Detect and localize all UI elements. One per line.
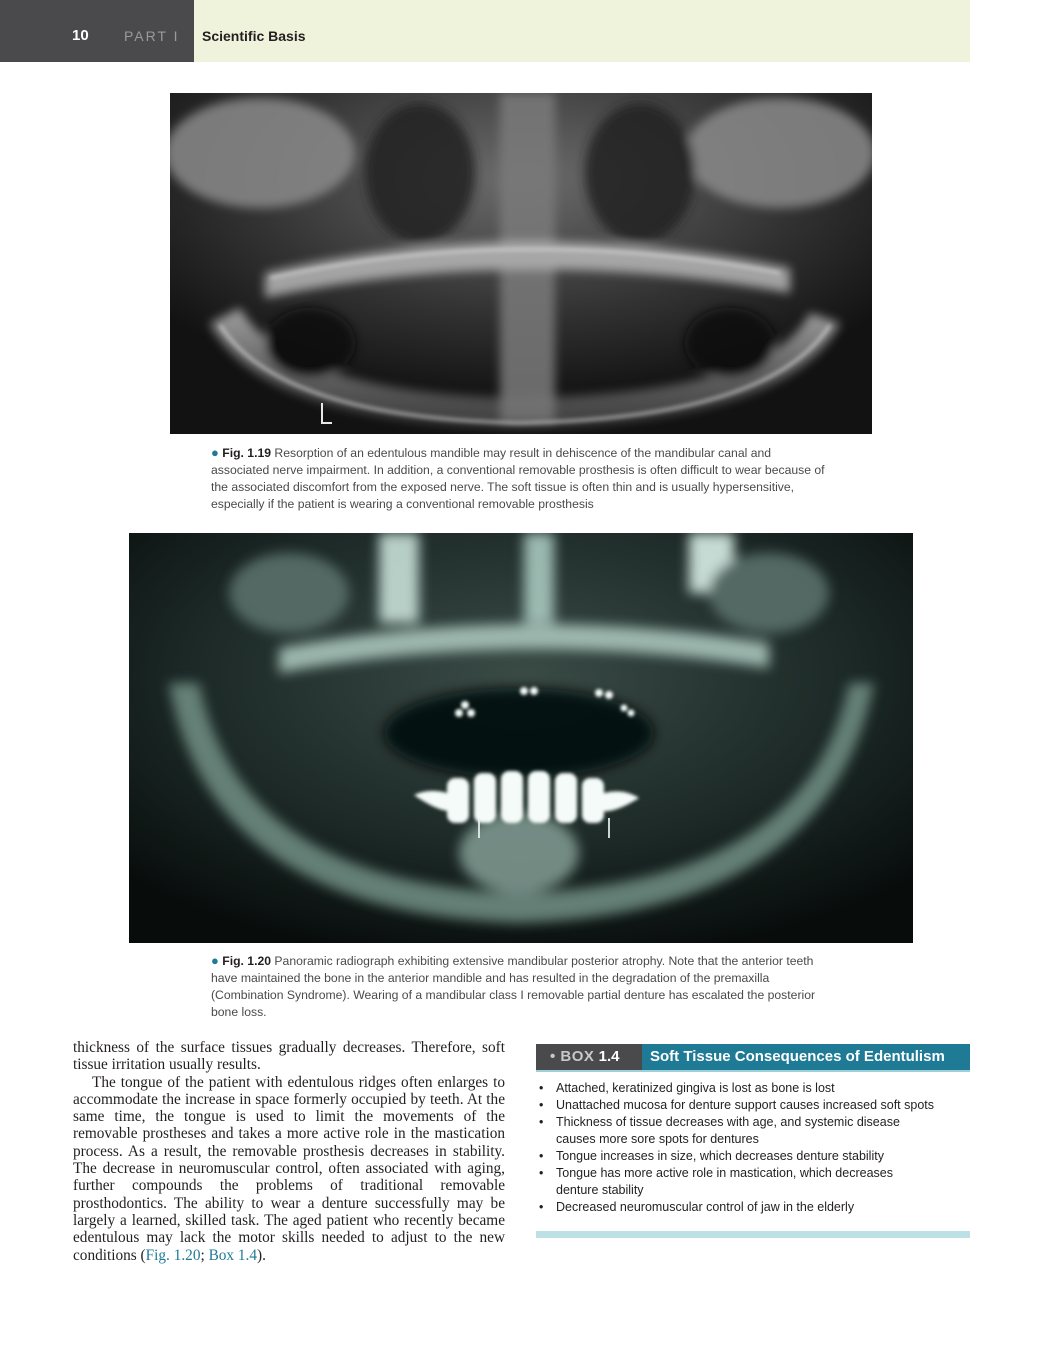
panoramic-radiograph-fig-1-20 xyxy=(129,533,913,943)
figure-number: Fig. 1.20 xyxy=(222,954,272,968)
box-bottom-rule xyxy=(536,1231,970,1238)
box-list-item: • Thickness of tissue decreases with age, and systemic disease causes more sore spots for dentures xyxy=(536,1114,936,1148)
ref-separator: ; xyxy=(200,1246,209,1264)
body-paragraph xyxy=(73,1074,505,1264)
caption-bullet-icon: ● xyxy=(211,445,219,460)
body-paragraph-text: The tongue of the patient with edentulous ridges often enlarges to accommodate the increase in space formerly occupied by teeth. At the same time, the tongue is used to limit the movements of the removable prostheses and takes a more active role in the mastication process. As a result, the removable prosthesis decreases in stability. The decrease in neuromuscular control, often associated with aging, further compounds the problems of traditional removable prosthodontics. The ability to wear a denture successfully may be largely a learned, skilled task. The aged patient who recently became edentulous may lack the motor skills needed to adjust to the new conditions ( xyxy=(73,1073,505,1264)
box-list-item: • Attached, keratinized gingiva is lost as bone is lost xyxy=(536,1080,936,1097)
body-text-column xyxy=(73,1039,505,1264)
box-top-rule xyxy=(536,1070,970,1072)
box-header xyxy=(536,1044,970,1070)
caption-text: Panoramic radiograph exhibiting extensive mandibular posterior atrophy. Note that the anterior teeth have maintained the bone in the anterior mandible and has resulted in the degradation of the premaxilla (Combination Syndrome). Wearing of a mandibular class I removable partial denture has escalated the posterior bone loss. xyxy=(211,954,816,1019)
caption-bullet-icon: ● xyxy=(211,953,219,968)
box-1-4 xyxy=(536,1044,970,1216)
part-label: PART I xyxy=(124,28,180,44)
box-list xyxy=(536,1080,970,1216)
ref-end: ). xyxy=(257,1246,266,1264)
box-list-item: • Tongue increases in size, which decreases denture stability xyxy=(536,1148,936,1165)
panoramic-radiograph-fig-1-19 xyxy=(170,93,872,434)
box-title: Soft Tissue Consequences of Edentulism xyxy=(642,1044,970,1070)
box-list-item: • Unattached mucosa for denture support causes increased soft spots xyxy=(536,1097,936,1114)
box-list-item: • Decreased neuromuscular control of jaw in the elderly xyxy=(536,1199,936,1216)
box-label-number: 1.4 xyxy=(598,1048,620,1065)
box-label xyxy=(536,1044,642,1070)
figure-1-20-link[interactable]: Fig. 1.20 xyxy=(145,1246,201,1264)
figure-number: Fig. 1.19 xyxy=(222,446,272,460)
page-number: 10 xyxy=(72,27,89,44)
box-label-prefix: • BOX xyxy=(550,1048,595,1065)
figure-1-20-caption xyxy=(211,952,831,1021)
figure-1-19-caption xyxy=(211,444,831,513)
box-1-4-link[interactable]: Box 1.4 xyxy=(208,1246,258,1264)
header-light-block xyxy=(194,0,970,62)
chapter-title: Scientific Basis xyxy=(202,28,306,44)
caption-text: Resorption of an edentulous mandible may result in dehiscence of the mandibular canal and associated nerve impairment. In addition, a conventional removable prosthesis is often difficult to wear because of the associated discomfort from the exposed nerve. The soft tissue is often thin and is usually hypersensitive, especially if the patient is wearing a conventional removable prosthesis xyxy=(211,446,825,511)
box-list-item: • Tongue has more active role in mastication, which decreases denture stability xyxy=(536,1165,936,1199)
body-paragraph: thickness of the surface tissues gradually decreases. Therefore, soft tissue irritation usually results. xyxy=(73,1039,505,1074)
